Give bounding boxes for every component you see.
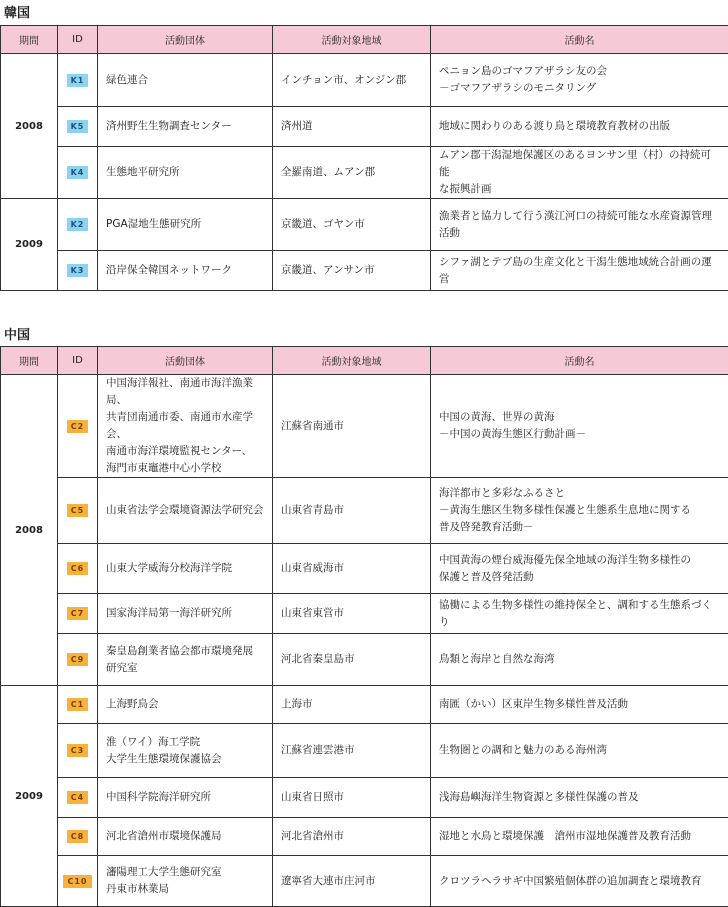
region-cell: 全羅南道、ムアン郡 <box>273 147 431 199</box>
col-region-header: 活動対象地域 <box>273 347 431 375</box>
period-cell: 2008 <box>1 54 58 199</box>
activity-cell: 海洋都市と多彩なふるさと －黄海生態区生物多様性保護と生態系生息地に関する 普及啓発教育活動－ <box>431 478 728 544</box>
org-cell: 瀋陽理工大学生態研究室 丹東市林業局 <box>98 856 273 907</box>
table-row <box>1 251 728 291</box>
org-cell: 沿岸保全韓国ネットワーク <box>98 251 273 291</box>
col-region-header: 活動対象地域 <box>273 26 431 54</box>
region-cell: 江蘇省南通市 <box>273 375 431 478</box>
id-badge: C1 <box>67 698 88 711</box>
region-cell: 遼寧省大連市庄河市 <box>273 856 431 907</box>
region-cell: 上海市 <box>273 686 431 724</box>
region-cell: 河北省秦皇島市 <box>273 634 431 686</box>
id-badge: K4 <box>67 166 89 179</box>
table-row <box>1 199 728 251</box>
id-badge: C6 <box>67 562 88 575</box>
region-cell: 山東省日照市 <box>273 778 431 818</box>
col-org-header: 活動団体 <box>98 26 273 54</box>
activity-cell: 中国黄海の煙台威海優先保全地域の海洋生物多様性の 保護と普及啓発活動 <box>431 544 728 594</box>
region-cell: 京畿道、ゴヤン市 <box>273 199 431 251</box>
table-row <box>1 856 728 907</box>
region-cell: 山東省青島市 <box>273 478 431 544</box>
id-badge: C9 <box>67 653 88 666</box>
id-badge: C2 <box>67 420 88 433</box>
org-cell: 上海野鳥会 <box>98 686 273 724</box>
period-cell: 2008 <box>1 375 58 686</box>
table-row <box>1 478 728 544</box>
col-activity-header: 活動名 <box>431 26 728 54</box>
table-row <box>1 778 728 818</box>
org-cell: 淮（ワイ）海工学院 大学生生態環境保護協会 <box>98 724 273 778</box>
region-cell: 済州道 <box>273 107 431 147</box>
id-badge: K1 <box>67 74 89 87</box>
org-cell: 生態地平研究所 <box>98 147 273 199</box>
col-activity-header: 活動名 <box>431 347 728 375</box>
table-row <box>1 686 728 724</box>
region-cell: 京畿道、アンサン市 <box>273 251 431 291</box>
table-header-row <box>1 347 728 375</box>
china-table <box>0 346 728 907</box>
activity-cell: 鳥類と海岸と自然な海湾 <box>431 634 728 686</box>
id-badge: C10 <box>63 875 91 888</box>
id-badge: C3 <box>67 744 88 757</box>
region-cell: インチョン市、オンジン郡 <box>273 54 431 107</box>
org-cell: 緑色連合 <box>98 54 273 107</box>
id-badge: K2 <box>67 218 89 231</box>
org-cell: PGA湿地生態研究所 <box>98 199 273 251</box>
period-cell: 2009 <box>1 199 58 291</box>
org-cell: 河北省滄州市環境保護局 <box>98 818 273 856</box>
col-id-header: ID <box>58 26 98 54</box>
col-period-header: 期間 <box>1 347 58 375</box>
table-row <box>1 634 728 686</box>
korea-table <box>0 25 728 291</box>
table-header-row <box>1 26 728 54</box>
region-cell: 山東省東営市 <box>273 594 431 634</box>
activity-cell: 地域に関わりのある渡り鳥と環境教育教材の出版 <box>431 107 728 147</box>
table-row <box>1 147 728 199</box>
org-cell: 中国海洋報社、南通市海洋漁業局、 共青団南通市委、南通市水産学会、 南通市海洋環境監視センター、 海門市東竈港中心小学校 <box>98 375 273 478</box>
col-period-header: 期間 <box>1 26 58 54</box>
activity-cell: 生物圏との調和と魅力のある海州湾 <box>431 724 728 778</box>
org-cell: 山東省法学会環境資源法学研究会 <box>98 478 273 544</box>
table-row <box>1 107 728 147</box>
table-row <box>1 54 728 107</box>
org-cell: 済州野生生物調査センター <box>98 107 273 147</box>
activity-cell: シファ湖とテブ島の生産文化と干潟生態地域統合計画の運営 <box>431 251 728 291</box>
region-cell: 山東省威海市 <box>273 544 431 594</box>
activity-cell: 南匯（かい）区東岸生物多様性普及活動 <box>431 686 728 724</box>
activity-cell: 浅海島嶼海洋生物資源と多様性保護の普及 <box>431 778 728 818</box>
id-badge: K3 <box>67 264 89 277</box>
org-cell: 山東大学威海分校海洋学院 <box>98 544 273 594</box>
col-org-header: 活動団体 <box>98 347 273 375</box>
id-badge: K5 <box>67 120 89 133</box>
activity-cell: 中国の黄海、世界の黄海 －中国の黄海生態区行動計画－ <box>431 375 728 478</box>
org-cell: 中国科学院海洋研究所 <box>98 778 273 818</box>
table-row <box>1 544 728 594</box>
activity-cell: ムアン郡干潟湿地保護区のあるヨンサン里（村）の持続可能 な振興計画 <box>431 147 728 199</box>
id-badge: C7 <box>67 607 88 620</box>
org-cell: 国家海洋局第一海洋研究所 <box>98 594 273 634</box>
table-row <box>1 375 728 478</box>
table-row <box>1 818 728 856</box>
id-badge: C4 <box>67 791 88 804</box>
id-badge: C5 <box>67 504 88 517</box>
china-section-title: 中国 <box>4 324 30 343</box>
korea-section-title: 韓国 <box>4 2 30 21</box>
table-row <box>1 724 728 778</box>
activity-cell: クロツラヘラサギ中国繁殖個体群の追加調査と環境教育 <box>431 856 728 907</box>
col-id-header: ID <box>58 347 98 375</box>
org-cell: 秦皇島創業者協会都市環境発展 研究室 <box>98 634 273 686</box>
id-badge: C8 <box>67 830 88 843</box>
activity-cell: 湿地と水鳥と環境保護 滄州市湿地保護普及教育活動 <box>431 818 728 856</box>
table-row <box>1 594 728 634</box>
activity-cell: ペニョン島のゴマフアザラシ友の会 －ゴマフアザラシのモニタリング <box>431 54 728 107</box>
activity-cell: 協働による生物多様性の維持保全と、調和する生態系づくり <box>431 594 728 634</box>
period-cell: 2009 <box>1 686 58 907</box>
region-cell: 江蘇省連雲港市 <box>273 724 431 778</box>
region-cell: 河北省滄州市 <box>273 818 431 856</box>
activity-cell: 漁業者と協力して行う漢江河口の持続可能な水産資源管理 活動 <box>431 199 728 251</box>
